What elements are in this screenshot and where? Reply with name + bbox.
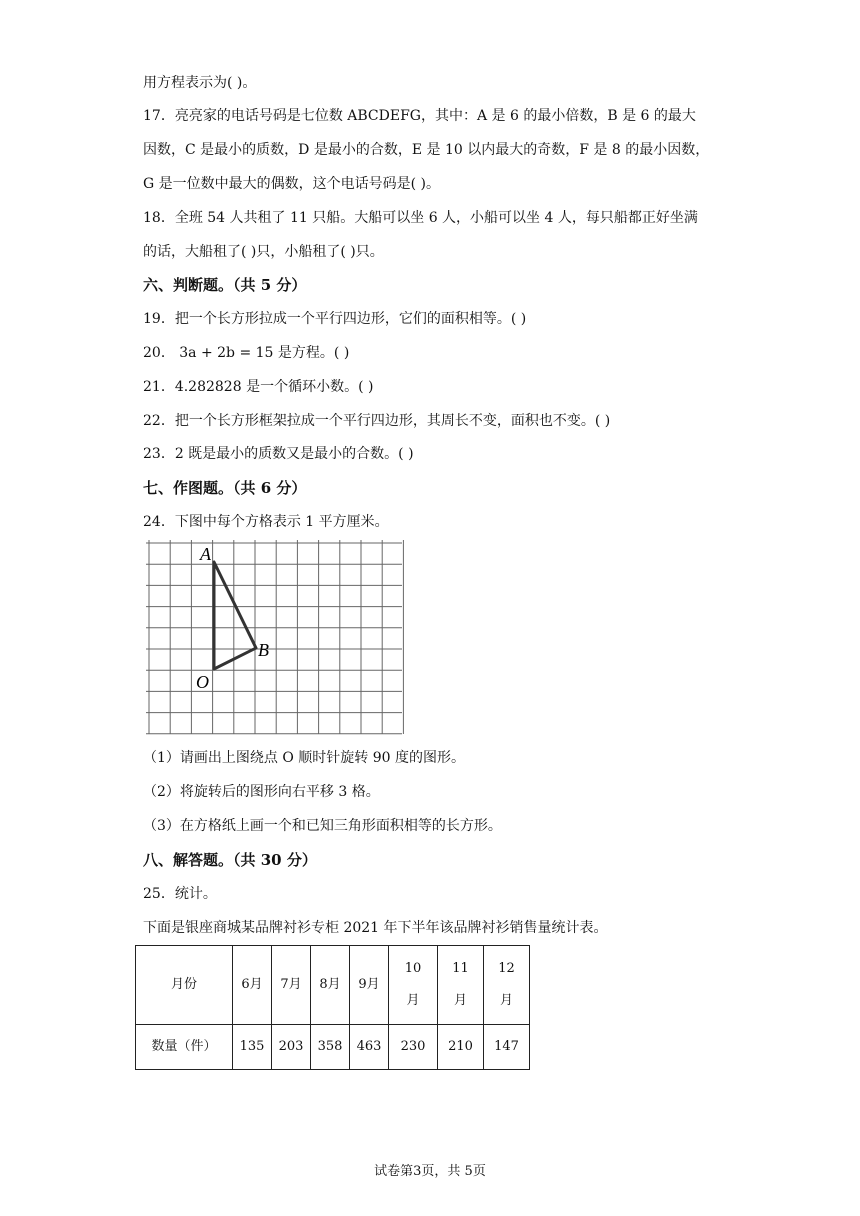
sales-table: [135, 945, 530, 1070]
grid-figure: [146, 540, 408, 740]
q20: 20． 3a + 2b = 15 是方程。( ): [143, 345, 350, 361]
section-6-heading: 六、判断题。（共 5 分）: [143, 276, 307, 294]
q22: 22．把一个长方形框架拉成一个平行四边形，其周长不变，面积也不变。( ): [143, 413, 611, 429]
month-cell: 8月: [311, 946, 350, 1025]
q23: 23．2 既是最小的质数又是最小的合数。( ): [143, 446, 414, 462]
month-cell: 7月: [272, 946, 311, 1025]
q19: 19．把一个长方形拉成一个平行四边形，它们的面积相等。( ): [143, 311, 527, 327]
month-cell: 11 月: [438, 946, 484, 1025]
page-footer: 试卷第3页，共 5页: [374, 1164, 486, 1179]
section-8-heading: 八、解答题。（共 30 分）: [143, 851, 317, 869]
value-cell: 463: [350, 1025, 389, 1070]
value-cell: 230: [389, 1025, 438, 1070]
q18-line2: 的话，大船租了( )只，小船租了( )只。: [143, 244, 384, 260]
value-cell: 358: [311, 1025, 350, 1070]
month-cell: 6月: [233, 946, 272, 1025]
q21: 21．4.282828 是一个循环小数。( ): [143, 379, 374, 395]
q25-description: 下面是银座商城某品牌衬衫专柜 2021 年下半年该品牌衬衫销售量统计表。: [143, 920, 608, 936]
value-cell: 135: [233, 1025, 272, 1070]
q17-line3: G 是一位数中最大的偶数，这个电话号码是( )。: [143, 176, 441, 192]
label-b: B: [258, 640, 269, 660]
grid-lines: [146, 540, 403, 734]
value-cell: 203: [272, 1025, 311, 1070]
month-cell: 9月: [350, 946, 389, 1025]
month-cell: 10 月: [389, 946, 438, 1025]
value-cell: 147: [484, 1025, 530, 1070]
table-header-row: [136, 946, 530, 1025]
q24-part2: （2）将旋转后的图形向右平移 3 格。: [143, 784, 380, 800]
q18-line1: 18．全班 54 人共租了 11 只船。大船可以坐 6 人，小船可以坐 4 人，每只船都正好坐满: [143, 210, 698, 226]
month-cell: 12 月: [484, 946, 530, 1025]
q24: 24．下图中每个方格表示 1 平方厘米。: [143, 514, 389, 530]
header-label-cell: 月份: [136, 946, 233, 1025]
q24-part1: （1）请画出上图绕点 O 顺时针旋转 90 度的图形。: [143, 750, 465, 766]
label-a: A: [200, 544, 211, 564]
grid-svg: [146, 540, 408, 736]
label-o: O: [196, 672, 209, 692]
q25: 25．统计。: [143, 886, 217, 902]
q16-tail: 用方程表示为( )。: [143, 75, 257, 91]
triangle-aob: [214, 562, 256, 669]
q24-part3: （3）在方格纸上画一个和已知三角形面积相等的长方形。: [143, 818, 502, 834]
table-value-row: [136, 1025, 530, 1070]
value-cell: 210: [438, 1025, 484, 1070]
section-7-heading: 七、作图题。（共 6 分）: [143, 479, 307, 497]
q17-line2: 因数，C 是最小的质数，D 是最小的合数，E 是 10 以内最大的奇数，F 是 8 的最小因数，: [143, 142, 710, 158]
row-label-cell: 数量（件）: [136, 1025, 233, 1070]
q17-line1: 17．亮亮家的电话号码是七位数 ABCDEFG，其中：A 是 6 的最小倍数，B 是 6 的最大: [143, 108, 696, 124]
